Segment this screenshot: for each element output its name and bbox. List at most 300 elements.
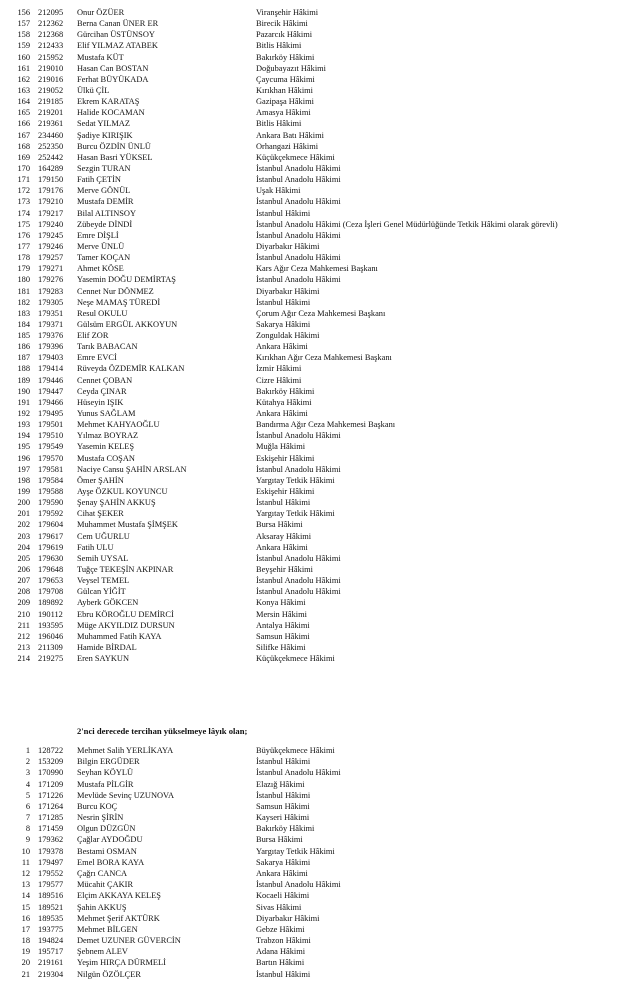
person-name: Merve GÖNÜL — [77, 186, 131, 196]
row-number: 184 — [17, 319, 30, 329]
assigned-court: Bursa Hâkimi — [256, 835, 303, 845]
registry-number: 219016 — [38, 74, 64, 84]
row-number: 197 — [17, 464, 30, 474]
person-name: Yılmaz BOYRAZ — [77, 431, 139, 441]
registry-number: 179577 — [38, 880, 64, 890]
row-number: 162 — [17, 74, 30, 84]
registry-number: 179376 — [38, 331, 64, 341]
row-number: 172 — [17, 186, 30, 196]
row-number: 211 — [17, 620, 30, 630]
person-name: Mustafa PİLGİR — [77, 779, 134, 789]
person-name: Emel BORA KAYA — [77, 857, 145, 867]
assigned-court: Sakarya Hâkimi — [256, 319, 311, 329]
row-number: 213 — [17, 642, 30, 652]
row-number: 5 — [25, 790, 30, 800]
registry-number: 196046 — [38, 631, 64, 641]
assigned-court: Sakarya Hâkimi — [256, 857, 311, 867]
assigned-court: Antalya Hâkimi — [256, 620, 310, 630]
registry-number: 179604 — [38, 520, 64, 530]
registry-number: 212095 — [38, 8, 64, 17]
assigned-court: Bitlis Hâkimi — [256, 41, 302, 51]
row-number: 181 — [17, 286, 30, 296]
row-number: 208 — [17, 587, 30, 597]
registry-number: 215952 — [38, 52, 64, 62]
row-number: 193 — [17, 420, 30, 430]
registry-number: 179446 — [38, 375, 64, 385]
registry-number: 179653 — [38, 576, 64, 586]
row-number: 157 — [17, 19, 30, 29]
registry-number: 179362 — [38, 835, 64, 845]
registry-number: 179276 — [38, 275, 64, 285]
assigned-court: Adana Hâkimi — [256, 947, 306, 957]
assigned-court: Kayseri Hâkimi — [256, 813, 310, 823]
row-number: 199 — [17, 487, 30, 497]
assigned-court: Ankara Hâkimi — [256, 868, 308, 878]
row-number: 12 — [21, 868, 30, 878]
person-name: Fatih ULU — [77, 542, 114, 552]
person-name: Çağlar AYDOĞDU — [77, 835, 143, 845]
registry-number: 179466 — [38, 397, 64, 407]
row-number: 177 — [17, 241, 30, 251]
row-number: 190 — [17, 386, 30, 396]
row-number: 179 — [17, 264, 30, 274]
assigned-court: Trabzon Hâkimi — [256, 936, 311, 946]
assigned-court: Yargıtay Tetkik Hâkimi — [256, 846, 335, 856]
row-number: 214 — [17, 654, 30, 664]
row-number: 186 — [17, 342, 30, 352]
assigned-court: Birecik Hâkimi — [256, 19, 308, 29]
assigned-court: Diyarbakır Hâkimi — [256, 913, 320, 923]
assigned-court: Bakırköy Hâkimi — [256, 824, 315, 834]
row-number: 210 — [17, 609, 30, 619]
registry-number: 179414 — [38, 364, 64, 374]
person-name: Ceyda ÇINAR — [77, 386, 127, 396]
row-number: 19 — [21, 947, 30, 957]
person-name: Mehmet Salih YERLİKAYA — [77, 746, 174, 755]
assigned-court: Doğubayazıt Hâkimi — [256, 63, 327, 73]
person-name: Burcu KOÇ — [77, 801, 118, 811]
person-name: Müge AKYILDIZ DURSUN — [77, 620, 175, 630]
person-name: Neşe MAMAŞ TÜREDİ — [77, 297, 161, 307]
assigned-court: Kırıkhan Ağır Ceza Mahkemesi Başkanı — [256, 353, 392, 363]
assigned-court: Ankara Hâkimi — [256, 342, 308, 352]
registry-number: 189521 — [38, 902, 64, 912]
person-name: Mücahit ÇAKIR — [77, 880, 134, 890]
person-name: Ebru KÖROĞLU DEMİRCİ — [77, 609, 174, 619]
registry-number: 179271 — [38, 264, 64, 274]
assigned-court: İzmir Hâkimi — [256, 364, 302, 374]
registry-number: 179305 — [38, 297, 64, 307]
assigned-court: Kars Ağır Ceza Mahkemesi Başkanı — [256, 264, 378, 274]
person-name: Gülcan YİĞİT — [77, 587, 126, 597]
assigned-court: Bakırköy Hâkimi — [256, 52, 315, 62]
registry-number: 219161 — [38, 958, 64, 968]
assigned-court: Viranşehir Hâkimi — [256, 8, 319, 17]
row-number: 167 — [17, 130, 30, 140]
row-number: 212 — [17, 631, 30, 641]
registry-number: 179630 — [38, 553, 64, 563]
person-name: Mevlüde Sevinç UZUNOVA — [77, 790, 175, 800]
assigned-court: İstanbul Anadolu Hâkimi — [256, 464, 341, 474]
assigned-court: İstanbul Hâkimi — [256, 757, 311, 767]
assigned-court: Küçükçekmece Hâkimi — [256, 152, 335, 162]
person-name: Nesrin ŞİRİN — [77, 813, 124, 823]
person-name: Yunus SAĞLAM — [77, 409, 136, 419]
assigned-court: Elazığ Hâkimi — [256, 779, 305, 789]
person-name: Rüveyda ÖZDEMİR KALKAN — [77, 364, 185, 374]
person-name: Muhammet Mustafa ŞİMŞEK — [77, 520, 178, 530]
row-number: 175 — [17, 219, 30, 229]
person-name: Ömer ŞAHİN — [77, 475, 124, 485]
person-name: Sedat YILMAZ — [77, 119, 130, 129]
assigned-court: Ankara Hâkimi — [256, 542, 308, 552]
registry-number: 193595 — [38, 620, 64, 630]
assigned-court: Ankara Hâkimi — [256, 409, 308, 419]
registry-number: 234460 — [38, 130, 64, 140]
person-name: Veysel TEMEL — [77, 576, 130, 586]
row-number: 166 — [17, 119, 30, 129]
row-number: 185 — [17, 331, 30, 341]
assigned-court: Beyşehir Hâkimi — [256, 565, 313, 574]
registry-number: 179217 — [38, 208, 64, 218]
person-name: Berna Canan ÜNER ER — [77, 19, 159, 29]
registry-number: 170990 — [38, 768, 64, 778]
assigned-court: İstanbul Hâkimi — [256, 969, 311, 979]
person-name: Halide KOCAMAN — [77, 108, 145, 118]
registry-number: 179351 — [38, 308, 64, 318]
row-number: 183 — [17, 308, 30, 318]
person-name: Resul OKULU — [77, 308, 128, 318]
person-name: Çağrı CANCA — [77, 868, 128, 878]
person-name: Eren SAYKUN — [77, 654, 130, 664]
row-number: 176 — [17, 230, 30, 240]
registry-number: 153209 — [38, 757, 64, 767]
assigned-court: Muğla Hâkimi — [256, 442, 306, 452]
row-number: 182 — [17, 297, 30, 307]
assigned-court: Küçükçekmece Hâkimi — [256, 654, 335, 664]
row-number: 194 — [17, 431, 30, 441]
person-name: Onur ÖZÜER — [77, 8, 125, 17]
person-name: Yasemin KELEŞ — [77, 442, 135, 452]
row-number: 189 — [17, 375, 30, 385]
row-number: 178 — [17, 253, 30, 263]
person-name: Şahin AKKUŞ — [77, 902, 127, 912]
assigned-court: Çaycuma Hâkimi — [256, 74, 315, 84]
assigned-court: Diyarbakır Hâkimi — [256, 286, 320, 296]
registry-number: 212368 — [38, 30, 64, 40]
row-number: 188 — [17, 364, 30, 374]
assigned-court: İstanbul Hâkimi — [256, 297, 311, 307]
registry-number: 171209 — [38, 779, 64, 789]
row-number: 18 — [21, 936, 30, 946]
person-name: Tamer KOÇAN — [77, 253, 131, 263]
person-name: Mustafa KÜT — [77, 52, 124, 62]
person-name: Tuğçe TEKEŞİN AKPINAR — [77, 565, 174, 574]
row-number: 192 — [17, 409, 30, 419]
person-name: Merve ÜNLÜ — [77, 241, 125, 251]
assigned-court: Çorum Ağır Ceza Mahkemesi Başkanı — [256, 308, 386, 318]
registry-number: 171226 — [38, 790, 64, 800]
registry-number: 179617 — [38, 531, 64, 541]
registry-number: 194824 — [38, 936, 64, 946]
registry-number: 128722 — [38, 746, 64, 755]
row-number: 206 — [17, 565, 30, 574]
assigned-court: İstanbul Anadolu Hâkimi — [256, 230, 341, 240]
assigned-court: Eskişehir Hâkimi — [256, 453, 315, 463]
assigned-court: İstanbul Hâkimi — [256, 790, 311, 800]
registry-number: 179592 — [38, 509, 64, 519]
registry-number: 179588 — [38, 487, 64, 497]
person-name: Cennet Nur DÖNMEZ — [77, 286, 154, 296]
registry-number: 179371 — [38, 319, 64, 329]
assigned-court: İstanbul Anadolu Hâkimi — [256, 553, 341, 563]
assigned-court: İstanbul Anadolu Hâkimi — [256, 880, 341, 890]
person-name: Şebnem ALEV — [77, 947, 128, 957]
row-number: 171 — [17, 175, 30, 185]
row-number: 1 — [25, 746, 30, 755]
registry-number: 179501 — [38, 420, 64, 430]
registry-number: 179581 — [38, 464, 64, 474]
registry-number: 211309 — [38, 642, 63, 652]
assigned-court: İstanbul Anadolu Hâkimi — [256, 253, 341, 263]
registry-number: 189535 — [38, 913, 64, 923]
registry-number: 252442 — [38, 152, 64, 162]
registry-number: 179590 — [38, 498, 64, 508]
registry-number: 179648 — [38, 565, 64, 574]
row-number: 15 — [21, 902, 30, 912]
row-number: 173 — [17, 197, 30, 207]
assigned-court: Zonguldak Hâkimi — [256, 331, 320, 341]
assigned-court: Samsun Hâkimi — [256, 801, 310, 811]
registry-number: 252350 — [38, 141, 64, 151]
assigned-court: Konya Hâkimi — [256, 598, 306, 608]
assigned-court: İstanbul Anadolu Hâkimi — [256, 197, 341, 207]
assigned-court: Uşak Hâkimi — [256, 186, 301, 196]
assigned-court: Mersin Hâkimi — [256, 609, 307, 619]
row-number: 3 — [25, 768, 30, 778]
registry-number: 171459 — [38, 824, 64, 834]
person-name: Olgun DÜZGÜN — [77, 824, 136, 834]
assigned-court: Aksaray Hâkimi — [256, 531, 312, 541]
assigned-court: İstanbul Anadolu Hâkimi — [256, 587, 341, 597]
registry-number: 179378 — [38, 846, 64, 856]
assigned-court: Kütahya Hâkimi — [256, 397, 312, 407]
row-number: 13 — [21, 880, 30, 890]
registry-number: 189892 — [38, 598, 64, 608]
row-number: 2 — [25, 757, 30, 767]
row-number: 168 — [17, 141, 30, 151]
registry-number: 179495 — [38, 409, 64, 419]
row-number: 165 — [17, 108, 30, 118]
row-number: 7 — [25, 813, 30, 823]
person-name: Mustafa DEMİR — [77, 197, 134, 207]
assigned-court: İstanbul Anadolu Hâkimi — [256, 275, 341, 285]
assigned-court: Kırıkhan Hâkimi — [256, 85, 313, 95]
registry-number: 179584 — [38, 475, 64, 485]
person-name: Demet UZUNER GÜVERCİN — [77, 936, 181, 946]
assigned-court: İstanbul Hâkimi — [256, 208, 311, 218]
person-name: Gülsüm ERGÜL AKKOYUN — [77, 319, 178, 329]
assigned-court: Bandırma Ağır Ceza Mahkemesi Başkanı — [256, 420, 396, 430]
row-number: 8 — [25, 824, 30, 834]
assigned-court: İstanbul Anadolu Hâkimi — [256, 768, 341, 778]
row-number: 196 — [17, 453, 30, 463]
registry-number: 179570 — [38, 453, 64, 463]
assigned-court: Eskişehir Hâkimi — [256, 487, 315, 497]
row-number: 9 — [25, 835, 30, 845]
row-number: 202 — [17, 520, 30, 530]
row-number: 161 — [17, 63, 30, 73]
registry-number: 179708 — [38, 587, 64, 597]
assigned-court: İstanbul Anadolu Hâkimi — [256, 431, 341, 441]
registry-number: 179497 — [38, 857, 64, 867]
assigned-court: İstanbul Anadolu Hâkimi (Ceza İşleri Genel Müdürlüğünde Tetkik Hâkimi olarak görevli) — [256, 219, 558, 229]
registry-number: 195717 — [38, 947, 64, 957]
row-number: 14 — [21, 891, 30, 901]
registry-number: 219304 — [38, 969, 64, 979]
row-number: 164 — [17, 97, 30, 107]
person-name: Yasemin DOĞU DEMİRTAŞ — [77, 275, 176, 285]
registry-number: 212362 — [38, 19, 64, 29]
person-name: Bilgin ERGÜDER — [77, 757, 140, 767]
person-name: Hasan Basri YÜKSEL — [77, 152, 153, 162]
row-number: 21 — [21, 969, 30, 979]
registry-number: 179150 — [38, 175, 64, 185]
row-number: 156 — [17, 8, 30, 17]
person-name: Sezgin TURAN — [77, 163, 131, 173]
person-name: Elif YILMAZ ATABEK — [77, 41, 158, 51]
registry-number: 189516 — [38, 891, 64, 901]
assigned-court: Samsun Hâkimi — [256, 631, 310, 641]
assigned-court: Sivas Hâkimi — [256, 902, 302, 912]
registry-number: 179619 — [38, 542, 64, 552]
assigned-court: İstanbul Anadolu Hâkimi — [256, 576, 341, 586]
registry-number: 179257 — [38, 253, 64, 263]
person-name: Muhammed Fatih KAYA — [77, 631, 162, 641]
row-number: 187 — [17, 353, 30, 363]
assigned-court: Büyükçekmece Hâkimi — [256, 746, 335, 755]
row-number: 6 — [25, 801, 30, 811]
row-number: 11 — [21, 857, 30, 867]
row-number: 198 — [17, 475, 30, 485]
row-number: 10 — [21, 846, 30, 856]
row-number: 207 — [17, 576, 30, 586]
assigned-court: Bakırköy Hâkimi — [256, 386, 315, 396]
assigned-court: İstanbul Anadolu Hâkimi — [256, 175, 341, 185]
registry-number: 179210 — [38, 197, 64, 207]
person-name: Ekrem KARATAŞ — [77, 97, 140, 107]
row-number: 17 — [21, 924, 30, 934]
row-number: 205 — [17, 553, 30, 563]
assigned-court: Gebze Hâkimi — [256, 924, 305, 934]
row-number: 180 — [17, 275, 30, 285]
registry-number: 171285 — [38, 813, 64, 823]
registry-number: 179240 — [38, 219, 64, 229]
person-name: Bilal ALTINSOY — [77, 208, 137, 218]
row-number: 160 — [17, 52, 30, 62]
registry-number: 179403 — [38, 353, 64, 363]
person-name: Bestami OSMAN — [77, 846, 137, 856]
assigned-court: Silifke Hâkimi — [256, 642, 306, 652]
person-name: Hüseyin IŞIK — [77, 397, 124, 407]
person-name: Şenay ŞAHİN AKKUŞ — [77, 498, 156, 508]
person-name: Elif ZOR — [77, 331, 109, 341]
person-name: Ülkü ÇİL — [77, 85, 110, 95]
registry-number: 219201 — [38, 108, 64, 118]
person-name: Mehmet KAHYAOĞLU — [77, 420, 160, 430]
row-number: 204 — [17, 542, 30, 552]
person-name: Emre DİŞLİ — [77, 230, 119, 240]
row-number: 195 — [17, 442, 30, 452]
assigned-court: Yargıtay Tetkik Hâkimi — [256, 475, 335, 485]
assigned-court: İstanbul Hâkimi — [256, 498, 311, 508]
registry-number: 193775 — [38, 924, 64, 934]
person-name: Hasan Can BOSTAN — [77, 63, 149, 73]
registry-number: 179176 — [38, 186, 64, 196]
assigned-court: Bartın Hâkimi — [256, 958, 305, 968]
registry-number: 179396 — [38, 342, 64, 352]
row-number: 159 — [17, 41, 30, 51]
person-name: Cihat ŞEKER — [77, 509, 124, 519]
assigned-court: Diyarbakır Hâkimi — [256, 241, 320, 251]
person-name: Naciye Cansu ŞAHİN ARSLAN — [77, 464, 187, 474]
section-heading: 2'nci derecede tercihan yükselmeye lâyık olan; — [77, 726, 248, 736]
person-name: Emre EVCİ — [77, 353, 117, 363]
person-name: Mehmet BİLGEN — [77, 924, 138, 934]
registry-number: 179245 — [38, 230, 64, 240]
person-name: Ayberk GÖKCEN — [77, 598, 139, 608]
person-name: Mehmet Şerif AKTÜRK — [77, 913, 160, 923]
person-name: Nilgün ÖZÖLÇER — [77, 969, 141, 979]
row-number: 20 — [21, 958, 30, 968]
person-name: Mustafa COŞAN — [77, 453, 135, 463]
assigned-court: Pazarcık Hâkimi — [256, 30, 313, 40]
registry-number: 179447 — [38, 386, 64, 396]
row-number: 16 — [21, 913, 30, 923]
assigned-court: İstanbul Anadolu Hâkimi — [256, 163, 341, 173]
assigned-court: Orhangazi Hâkimi — [256, 141, 319, 151]
row-number: 163 — [17, 85, 30, 95]
person-name: Semih UYSAL — [77, 553, 129, 563]
registry-number: 219275 — [38, 654, 64, 664]
person-name: Ahmet KÖSE — [77, 264, 124, 274]
person-name: Seyhan KÖYLÜ — [77, 768, 134, 778]
registry-number: 179549 — [38, 442, 64, 452]
registry-number: 219052 — [38, 85, 64, 95]
row-number: 169 — [17, 152, 30, 162]
person-name: Ferhat BÜYÜKADA — [77, 74, 149, 84]
person-name: Cem UĞURLU — [77, 531, 130, 541]
registry-number: 212433 — [38, 41, 64, 51]
row-number: 200 — [17, 498, 30, 508]
row-number: 191 — [17, 397, 30, 407]
registry-number: 164289 — [38, 163, 64, 173]
person-name: Tarık BABACAN — [77, 342, 138, 352]
row-number: 203 — [17, 531, 30, 541]
row-number: 158 — [17, 30, 30, 40]
person-name: Fatih ÇETİN — [77, 175, 121, 185]
assigned-court: Cizre Hâkimi — [256, 375, 302, 385]
person-name: Elçim AKKAYA KELEŞ — [77, 891, 161, 901]
row-number: 170 — [17, 163, 30, 173]
assigned-court: Gazipaşa Hâkimi — [256, 97, 314, 107]
registry-number: 190112 — [38, 609, 63, 619]
row-number: 4 — [25, 779, 30, 789]
registry-number: 179510 — [38, 431, 64, 441]
person-name: Zübeyde DİNDİ — [77, 219, 133, 229]
assigned-court: Ankara Batı Hâkimi — [256, 130, 324, 140]
registry-number: 171264 — [38, 801, 64, 811]
